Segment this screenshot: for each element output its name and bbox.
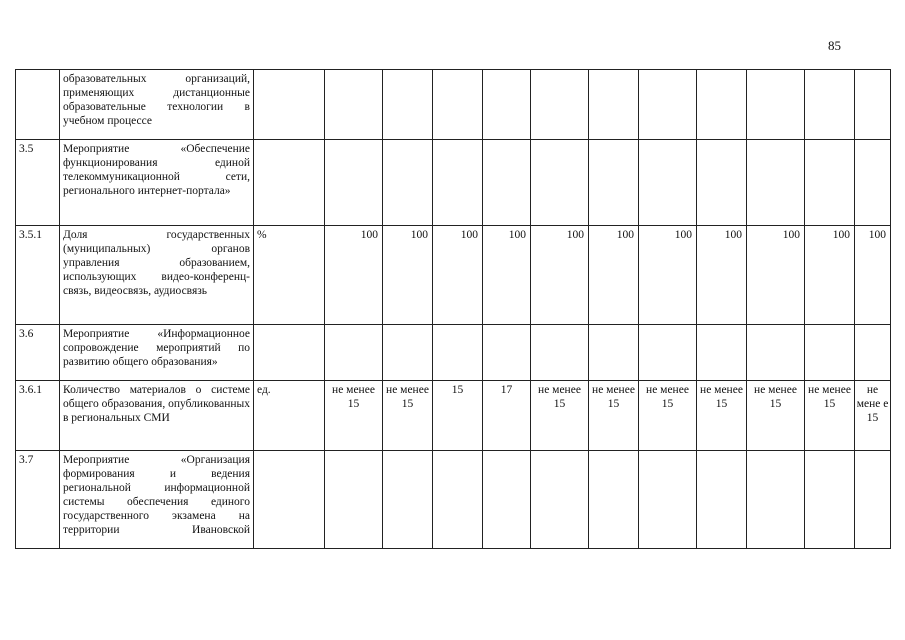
row-value: 100 [483,226,531,325]
row-name: образовательных организаций, применяющих дистанционные образовательные технологии в учебном процессе [60,70,254,140]
row-value [697,70,747,140]
row-value [855,140,891,226]
row-value: не менее 15 [589,381,639,451]
row-unit [254,70,325,140]
row-value: не менее 15 [383,381,433,451]
row-unit [254,451,325,549]
row-value: не менее 15 [639,381,697,451]
row-value [747,451,805,549]
row-number: 3.5.1 [16,226,60,325]
row-value [747,70,805,140]
row-value [805,451,855,549]
row-value: не менее 15 [325,381,383,451]
row-unit [254,140,325,226]
row-value: 100 [589,226,639,325]
row-value [383,451,433,549]
row-value: не менее 15 [805,381,855,451]
row-value: не менее 15 [697,381,747,451]
row-value [589,70,639,140]
row-value [531,70,589,140]
row-name: Мероприятие «Организация формирования и ведения региональной информационной системы обеспечения единого государственного экзамена на территории Ивановской [60,451,254,549]
row-value: 100 [433,226,483,325]
row-value [697,140,747,226]
row-number: 3.5 [16,140,60,226]
row-name: Мероприятие «Обеспечение функционирования единой телекоммуникационной сети, регионального интернет-портала» [60,140,254,226]
row-value [855,451,891,549]
row-value [531,451,589,549]
row-number: 3.7 [16,451,60,549]
row-number [16,70,60,140]
row-value: 15 [433,381,483,451]
row-value [483,140,531,226]
row-name: Мероприятие «Информационное сопровождение мероприятий по развитию общего образования» [60,325,254,381]
row-value [639,140,697,226]
row-value: 100 [639,226,697,325]
row-value [589,451,639,549]
row-value [433,451,483,549]
row-value [639,325,697,381]
row-value [325,325,383,381]
row-value [639,70,697,140]
row-value [697,325,747,381]
row-value: 17 [483,381,531,451]
row-name: Доля государственных (муниципальных) органов управления образованием, использующих видео-конференц-связь, видеосвязь, аудиосвязь [60,226,254,325]
row-value: 100 [325,226,383,325]
row-unit: % [254,226,325,325]
row-number: 3.6 [16,325,60,381]
row-value: не мене е 15 [855,381,891,451]
table-row [16,226,891,325]
table-row [16,70,891,140]
row-value [589,140,639,226]
row-value: 100 [697,226,747,325]
row-value [433,325,483,381]
row-value [531,140,589,226]
row-value [697,451,747,549]
indicators-table [15,69,891,549]
row-value [383,70,433,140]
row-value: не менее 15 [531,381,589,451]
row-value [855,325,891,381]
row-name: Количество материалов о системе общего образования, опубликованных в региональных СМИ [60,381,254,451]
row-unit: ед. [254,381,325,451]
row-value [433,140,483,226]
row-value [747,140,805,226]
row-value [383,325,433,381]
row-value: не менее 15 [747,381,805,451]
table-row [16,381,891,451]
table-row [16,451,891,549]
row-value [483,70,531,140]
row-value [805,140,855,226]
row-number: 3.6.1 [16,381,60,451]
row-value [747,325,805,381]
row-value [483,325,531,381]
table-row [16,325,891,381]
row-value [589,325,639,381]
row-value [325,451,383,549]
row-value [325,70,383,140]
row-value: 100 [805,226,855,325]
row-unit [254,325,325,381]
row-value: 100 [747,226,805,325]
row-value: 100 [383,226,433,325]
row-value [483,451,531,549]
row-value [805,325,855,381]
row-value [855,70,891,140]
row-value [805,70,855,140]
page-number: 85 [828,38,841,53]
table-row [16,140,891,226]
row-value [383,140,433,226]
row-value: 100 [855,226,891,325]
row-value [531,325,589,381]
row-value [639,451,697,549]
row-value [325,140,383,226]
row-value [433,70,483,140]
row-value: 100 [531,226,589,325]
